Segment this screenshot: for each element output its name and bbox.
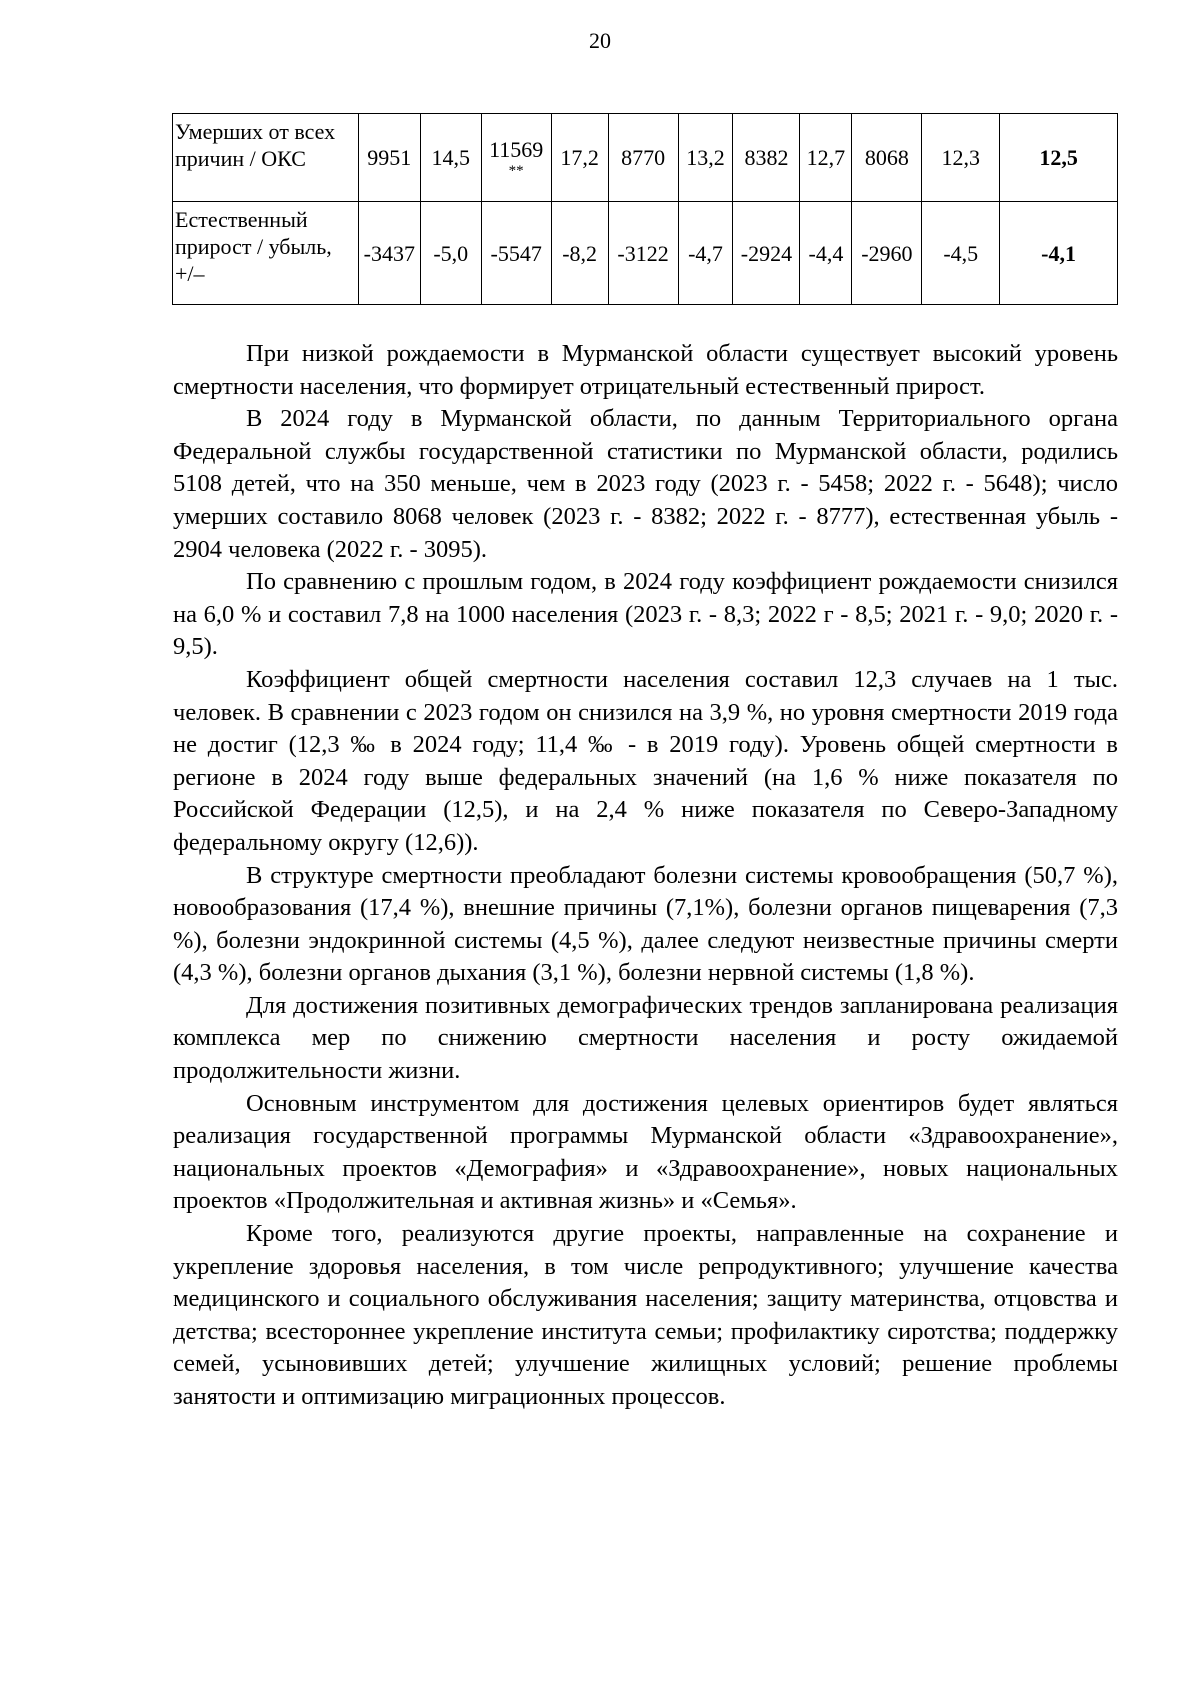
document-body (173, 338, 1118, 1414)
paragraph: В структуре смертности преобладают болезни системы кровообращения (50,7 %), новообразования (17,4 %), внешние причины (7,1%), болезни органов пищеварения (7,3 %), болезни эндокринной системы (4,5 %), далее следуют неизвестные причины смерти (4,3 %), болезни органов дыхания (3,1 %), болезни нервной системы (1,8 %). (173, 861, 1118, 987)
table-cell: 17,2 (551, 114, 608, 202)
paragraph: Коэффициент общей смертности населения составил 12,3 случаев на 1 тыс. человек. В сравнении с 2023 годом он снизился на 3,9 %, но уровня смертности 2019 года не достиг (12,3 ‰ в 2024 году; 11,4 ‰ - в 2019 году). Уровень общей смертности в регионе в 2024 году выше федеральных значений (на 1,6 % ниже показателя по Российской Федерации (12,5), и на 2,4 % ниже показателя по Северо-Западному федеральному округу (12,6)). (173, 665, 1118, 856)
table-cell: 8068 (852, 114, 922, 202)
table-cell: -5,0 (420, 202, 481, 305)
table-row (173, 202, 1118, 305)
paragraph: Кроме того, реализуются другие проекты, направленные на сохранение и укрепление здоровья населения, в том числе репродуктивного; улучшение качества медицинского и социального обслуживания населения; защиту материнства, отцовства и детства; всестороннее укрепление института семьи; профилактику сиротства; поддержку семей, усыновивших детей; улучшение жилищных условий; решение проблемы занятости и оптимизацию миграционных процессов. (173, 1220, 1118, 1410)
page-number: 20 (589, 28, 611, 53)
table-cell: -4,4 (800, 202, 852, 305)
table-cell: 12,7 (800, 114, 852, 202)
paragraph: По сравнению с прошлым годом, в 2024 году коэффициент рождаемости снизился на 6,0 % и составил 7,8 на 1000 населения (2023 г. - 8,3; 2022 г - 8,5; 2021 г. - 9,0; 2020 г. - 9,5). (173, 568, 1118, 661)
table-cell: 9951 (358, 114, 420, 202)
table-cell: -3122 (608, 202, 678, 305)
paragraph: Основным инструментом для достижения целевых ориентиров будет являться реализация государственной программы Мурманской области «Здравоохранение», национальных проектов «Демография» и «Здравоохранение», новых национальных проектов «Продолжительная и активная жизнь» и «Семья». (173, 1089, 1118, 1215)
statistics-table (172, 113, 1118, 305)
table-cell-highlight: 12,5 (1000, 114, 1118, 202)
table-cell: 14,5 (420, 114, 481, 202)
table-row (173, 114, 1118, 202)
table-cell: -8,2 (551, 202, 608, 305)
table-cell: 8382 (733, 114, 800, 202)
row-label: Естественный прирост / убыль, +/– (173, 202, 359, 305)
table-cell-value: 11569 (489, 137, 544, 162)
table-cell: -4,5 (922, 202, 1000, 305)
table-cell: 12,3 (922, 114, 1000, 202)
table-cell (481, 114, 551, 202)
table-cell: -3437 (358, 202, 420, 305)
table-cell: -5547 (481, 202, 551, 305)
footnote-marker: ** (508, 163, 524, 179)
table-cell: 8770 (608, 114, 678, 202)
table-cell: -4,7 (678, 202, 733, 305)
paragraph: В 2024 году в Мурманской области, по данным Территориального органа Федеральной службы государственной статистики по Мурманской области, родились 5108 детей, что на 350 меньше, чем в 2023 году (2023 г. - 5458; 2022 г. - 5648); число умерших составило 8068 человек (2023 г. - 8382; 2022 г. - 8777), естественная убыль - 2904 человека (2022 г. - 3095). (173, 405, 1118, 563)
table-cell: 13,2 (678, 114, 733, 202)
row-label: Умерших от всех причин / ОКС (173, 114, 359, 202)
paragraph: При низкой рождаемости в Мурманской области существует высокий уровень смертности населения, что формирует отрицательный естественный прирост. (173, 340, 1118, 400)
paragraph: Для достижения позитивных демографических трендов запланирована реализация комплекса мер по снижению смертности населения и росту ожидаемой продолжительности жизни. (173, 991, 1118, 1085)
table-cell-highlight: -4,1 (1000, 202, 1118, 305)
table-cell: -2924 (733, 202, 800, 305)
table-cell: -2960 (852, 202, 922, 305)
